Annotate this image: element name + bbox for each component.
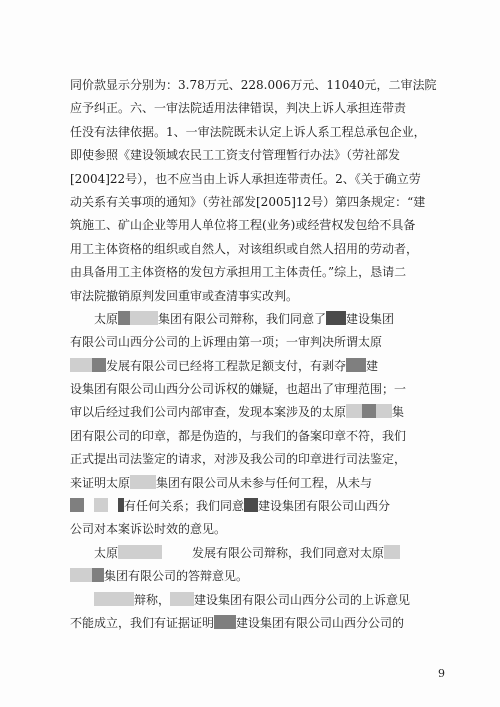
page-number: 9 [438, 667, 445, 680]
paragraph-group-response [70, 308, 442, 542]
text-line: 同价款显示分别为：3.78万元、228.006万元、11040元，二审法院 [70, 78, 437, 92]
redaction-block [94, 498, 108, 512]
text-fragment: 太原 [94, 545, 119, 560]
text-line: 即使参照《建设领域农民工工资支付管理暂行办法》（劳社部发 [70, 148, 401, 163]
text-line: 正式提出司法鉴定的请求，对涉及我公司的印章进行司法鉴定， [70, 452, 407, 467]
redaction-block [346, 404, 362, 418]
text-line [70, 565, 442, 588]
redaction-block [326, 311, 346, 325]
text-fragment: 集 [392, 405, 405, 420]
text-line [70, 589, 442, 612]
redaction-block [362, 404, 376, 418]
redaction-block [118, 545, 162, 559]
redaction-block [384, 545, 400, 559]
redaction-block [70, 568, 92, 582]
paragraph-development-response [70, 542, 442, 589]
text-fragment: 建设集团有限公司山西分 [258, 499, 391, 514]
text-line: 任没有法律依据。1、一审法院既未认定上诉人系工程总承包企业， [70, 124, 426, 139]
text-line: [2004]22号），也不应当由上诉人承担连带责任。2、《关于确立劳 [70, 171, 421, 186]
text-line [70, 355, 442, 378]
text-fragment: 集团有限公司的答辩意见。 [104, 569, 249, 584]
text-fragment: 集团有限公司辩称，我们同意了 [158, 311, 327, 326]
redaction-block [170, 592, 194, 606]
text-fragment: 不能成立，我们有证据证明 [70, 615, 215, 630]
text-line: 由具备用工主体资格的发包方承担用工主体责任。”综上，恳请二 [70, 265, 407, 280]
document-body [70, 74, 442, 635]
redaction-block [70, 498, 84, 512]
text-fragment: 有任何关系；我们同意 [124, 499, 245, 514]
paragraph-construction-response [70, 589, 442, 636]
text-fragment: 来证明太原 [70, 475, 131, 490]
text-line [70, 472, 442, 495]
text-line [70, 401, 442, 424]
text-line: 应予纠正。六、一审法院适用法律错误，判决上诉人承担连带责 [70, 101, 407, 116]
text-line [70, 542, 442, 565]
text-line [70, 308, 442, 331]
text-line: 筑施工、矿山企业等用人单位将工程(业务)或经营权发包给不具备 [70, 218, 416, 233]
text-fragment: 发展有限公司辩称，我们同意对太原 [192, 545, 385, 560]
text-line: 公司对本案诉讼时效的意见。 [70, 522, 227, 537]
text-fragment: 审以后经过我们公司内部审查，发现本案涉及的太原 [70, 405, 347, 420]
redaction-block [94, 592, 134, 606]
text-line [70, 612, 442, 635]
text-fragment: 建设集团 [346, 311, 395, 326]
text-line: 团有限公司的印章，都是伪造的，与我们的备案印章不符，我们 [70, 428, 407, 443]
text-fragment: 集团有限公司从未参与任何工程，从未与 [156, 475, 373, 490]
text-line: 用工主体资格的组织或自然人，对该组织或自然人招用的劳动者， [70, 241, 419, 256]
redaction-block [130, 475, 156, 489]
redaction-block [70, 358, 92, 372]
text-fragment: 发展有限公司已经将工程款足额支付，有剥夺 [106, 358, 347, 373]
redaction-block [92, 568, 104, 582]
redaction-block [118, 311, 130, 325]
paragraph-appeal-grounds [70, 74, 442, 308]
text-line [70, 495, 442, 518]
redaction-block [130, 311, 158, 325]
redaction-block [376, 404, 392, 418]
text-fragment: 建设集团有限公司山西分公司的 [236, 615, 405, 630]
text-fragment: 辩称， [134, 592, 171, 607]
redaction-block [214, 615, 236, 629]
text-line: 有限公司山西分公司的上诉理由第一项；一审判决所谓太原 [70, 335, 383, 350]
text-fragment: 建设集团有限公司山西分公司的上诉意见 [194, 592, 411, 607]
redaction-block [244, 498, 258, 512]
text-line: 动关系有关事项的通知》（劳社部发[2005]12号）第四条规定：“建 [70, 194, 426, 209]
redaction-block [92, 358, 106, 372]
text-line: 设集团有限公司山西分公司诉权的嫌疑，也超出了审理范围；一 [70, 382, 407, 397]
text-fragment: 建 [366, 358, 379, 373]
text-line: 审法院撤销原判发回重审或查清事实改判。 [70, 288, 299, 303]
redaction-block [346, 358, 366, 372]
text-fragment: 太原 [94, 311, 119, 326]
